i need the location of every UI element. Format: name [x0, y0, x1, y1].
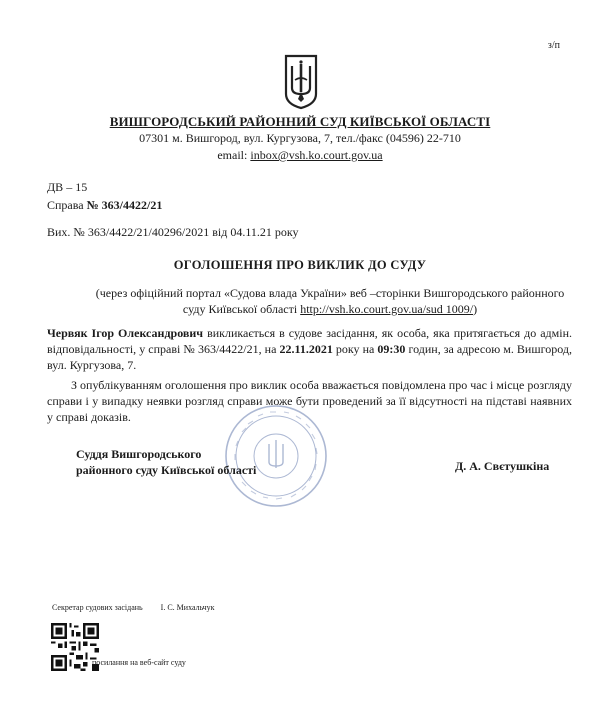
summons-text-c: годин, за адресою м. Вишгород, вул. Кургузова, 7.	[47, 342, 572, 372]
document-code: ДВ – 15	[47, 180, 88, 194]
corner-mark: з/п	[547, 40, 560, 51]
court-address: 07301 м. Вишгород, вул. Кургузова, 7, тел./факс (04596) 22-710	[139, 131, 461, 145]
outgoing-number: Вих. № 363/4422/21/40296/2021 від 04.11.21 року	[47, 225, 299, 239]
portal-link[interactable]: http://vsh.ko.court.gov.ua/sud 1009/	[300, 302, 474, 316]
secretary-name: І. С. Михальчук	[160, 603, 215, 612]
summons-paragraph	[47, 325, 572, 373]
judge-title-line1: Суддя Вишгородського	[76, 447, 202, 461]
judge-title	[76, 446, 256, 478]
summons-text-a: викликається в судове засідання, як особа, яка притягається до адмін. відповідальності, у справі № 363/4422/21, на	[47, 326, 573, 356]
summoned-person-name: Червяк Ігор Олександрович	[47, 326, 204, 340]
secretary-label: Секретар судових засідань	[52, 603, 143, 612]
hearing-date: 22.11.2021	[279, 342, 333, 356]
portal-end: )	[473, 302, 478, 316]
portal-text: (через офіційний портал «Судова влада України» веб –сторінки Вишгородського районного суду Київської області	[95, 286, 565, 316]
publication-text: З опублікуванням оголошення про виклик особа вважається повідомлена про час і місце розгляду справи і у випадку неявки розгляд справи може бути проведений за її відсутності на підставі наявних у справі доказів.	[47, 378, 572, 424]
judge-name: Д. А. Свєтушкіна	[455, 459, 550, 473]
court-email-line	[0, 148, 600, 163]
email-link[interactable]: inbox@vsh.ko.court.gov.ua	[250, 148, 383, 162]
court-title: ВИШГОРОДСЬКИЙ РАЙОННИЙ СУД КИЇВСЬКОЇ ОБЛАСТІ	[109, 114, 491, 129]
judge-title-line2: районного суду Київської області	[76, 463, 257, 477]
case-reference	[47, 198, 162, 213]
trident-emblem-icon	[283, 54, 319, 110]
portal-note	[85, 285, 575, 317]
summons-text-b: року на	[332, 342, 378, 356]
qr-label: посилання на веб-сайт суду	[92, 658, 186, 667]
email-prefix: email:	[217, 148, 251, 162]
case-number: № 363/4422/21	[86, 198, 163, 212]
notice-title: ОГОЛОШЕННЯ ПРО ВИКЛИК ДО СУДУ	[173, 258, 427, 272]
case-label: Справа	[47, 198, 87, 212]
hearing-time: 09:30	[377, 342, 406, 356]
secretary-line	[52, 603, 215, 612]
